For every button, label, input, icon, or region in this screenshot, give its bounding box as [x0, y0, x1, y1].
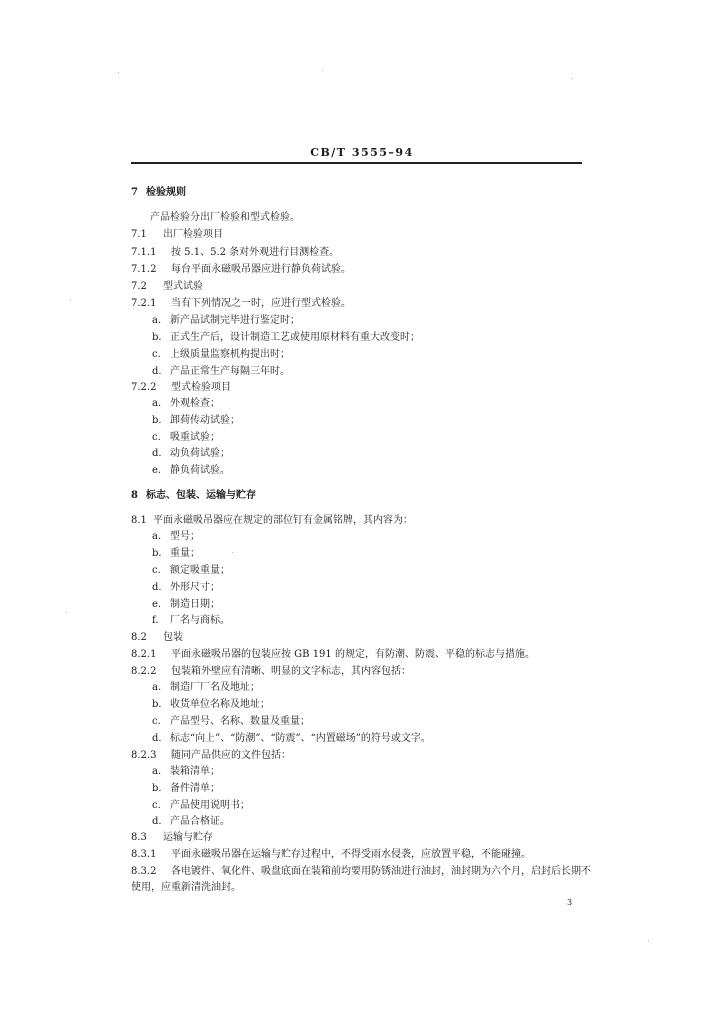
list-label: f. [152, 615, 159, 626]
scan-speck [232, 552, 233, 553]
clause-number: 8.2.3 [131, 750, 157, 761]
list-label: b. [152, 548, 162, 559]
list-label: b. [152, 699, 162, 710]
section-number: 8 [131, 490, 138, 501]
standard-code-header: CB/T 3555–94 [310, 146, 414, 159]
list-label: c. [152, 349, 161, 360]
list-item [152, 699, 270, 711]
clause-text: 当有下列情况之一时，应进行型式检验。 [171, 298, 351, 309]
list-label: a. [152, 398, 162, 409]
list-item [152, 766, 220, 778]
list-item [152, 366, 290, 378]
list-item [152, 349, 290, 361]
list-text: 收货单位名称及地址； [170, 699, 270, 710]
list-item [152, 783, 220, 795]
list-label: b. [152, 332, 162, 343]
clause-text: 按 5.1、5.2 条对外观进行目测检查。 [171, 247, 340, 258]
scan-speck [322, 70, 323, 71]
list-text: 正式生产后，设计制造工艺或使用原材料有重大改变时； [170, 332, 420, 343]
list-label: a. [152, 766, 162, 777]
list-item [152, 432, 220, 444]
list-text: 产品型号、名称、数量及重量； [170, 716, 310, 727]
clause-7-1-2 [131, 264, 351, 276]
clause-text: 随同产品供应的文件包括： [171, 750, 291, 761]
list-text: 外形尺寸； [170, 582, 220, 593]
list-label: a. [152, 531, 162, 542]
section-title: 标志、包装、运输与贮存 [145, 490, 256, 501]
clause-8-2-3 [131, 750, 291, 762]
clause-text: 包装箱外壁应有清晰、明显的文字标志，其内容包括： [171, 666, 411, 677]
clause-number: 8.3.2 [131, 866, 157, 877]
list-text: 额定吸重量； [170, 565, 230, 576]
clause-7-2-1 [131, 298, 351, 310]
list-item [152, 548, 200, 560]
clause-7-1 [131, 229, 223, 241]
clause-8-2-2 [131, 666, 411, 678]
list-item [152, 682, 260, 694]
scan-speck [66, 612, 67, 613]
clause-number: 7.2.1 [131, 298, 157, 309]
list-text: 厂名与商标。 [170, 615, 230, 626]
clause-title: 型式试验 [163, 281, 203, 292]
list-item [152, 531, 200, 543]
clause-number: 8.2 [131, 632, 147, 643]
clause-number: 7.2 [131, 281, 147, 292]
list-text: 吸重试验； [170, 432, 220, 443]
clause-number: 8.2.2 [131, 666, 157, 677]
list-item [152, 582, 220, 594]
list-text: 上级质量监察机构提出时； [170, 349, 290, 360]
section-7-heading [131, 187, 186, 199]
list-item [152, 800, 250, 812]
section-number: 7 [131, 187, 138, 198]
list-item [152, 448, 230, 460]
list-label: c. [152, 716, 161, 727]
clause-number: 8.3 [131, 832, 147, 843]
list-item [152, 816, 230, 828]
list-label: e. [152, 465, 162, 476]
clause-title: 出厂检验项目 [163, 229, 223, 240]
clause-7-2-2 [131, 382, 231, 394]
list-text: 产品合格证。 [170, 816, 230, 827]
clause-7-2 [131, 281, 203, 293]
clause-text: 平面永磁吸吊器的包装应按 GB 191 的规定，有防潮、防震、平稳的标志与措施。 [171, 649, 535, 660]
list-label: c. [152, 800, 161, 811]
clause-7-1-1 [131, 247, 339, 259]
clause-number: 7.1.1 [131, 247, 157, 258]
list-text: 制造日期； [170, 599, 220, 610]
list-text: 产品使用说明书； [170, 800, 250, 811]
header-rule [131, 162, 582, 164]
section-8-heading [131, 490, 256, 502]
list-text: 新产品试制完毕进行鉴定时； [170, 315, 300, 326]
clause-text-continued: 使用，应重新清洗油封。 [131, 882, 241, 893]
clause-text: 平面永磁吸吊器应在规定的部位钉有金属铭牌，其内容为： [153, 515, 413, 526]
scan-speck [70, 300, 71, 301]
list-item [152, 565, 230, 577]
scan-speck [571, 78, 572, 79]
clause-number: 8.3.1 [131, 849, 157, 860]
list-label: a. [152, 682, 162, 693]
list-text: 重量； [170, 548, 200, 559]
clause-title: 包装 [163, 632, 183, 643]
list-label: d. [152, 448, 162, 459]
clause-8-1 [131, 515, 413, 527]
list-item [152, 716, 310, 728]
clause-text: 平面永磁吸吊器在运输与贮存过程中，不得受雨水侵袭，应放置平稳，不能碰撞。 [171, 849, 531, 860]
clause-8-3 [131, 832, 213, 844]
clause-8-2 [131, 632, 183, 644]
list-text: 产品正常生产每隔三年时。 [170, 366, 290, 377]
list-item [152, 599, 220, 611]
list-label: b. [152, 415, 162, 426]
list-text: 型号； [170, 531, 200, 542]
list-text: 标志“向上”、“防潮”、“防震”、“内置磁场”的符号或文字。 [170, 733, 431, 744]
list-item [152, 733, 431, 745]
clause-number: 7.2.2 [131, 382, 157, 393]
clause-text: 各电镀件、氧化件、吸盘底面在装箱前均要用防锈油进行油封，油封期为六个月，启封后长期不 [171, 866, 591, 877]
list-label: d. [152, 733, 162, 744]
list-item [152, 315, 300, 327]
clause-title: 运输与贮存 [163, 832, 213, 843]
list-text: 备件清单； [170, 783, 220, 794]
list-label: d. [152, 816, 162, 827]
clause-text: 型式检验项目 [171, 382, 231, 393]
clause-number: 8.1 [131, 515, 147, 526]
list-label: c. [152, 432, 161, 443]
list-item [152, 332, 420, 344]
clause-number: 7.1 [131, 229, 147, 240]
list-item [152, 615, 230, 627]
list-text: 卸荷传动试验； [170, 415, 240, 426]
list-item [152, 398, 220, 410]
list-label: d. [152, 366, 162, 377]
list-label: c. [152, 565, 161, 576]
list-text: 外观检查； [170, 398, 220, 409]
paragraph: 产品检验分出厂检验和型式检验。 [150, 212, 300, 223]
list-text: 动负荷试验； [170, 448, 230, 459]
clause-text: 每台平面永磁吸吊器应进行静负荷试验。 [171, 264, 351, 275]
scan-speck [648, 940, 649, 941]
clause-8-3-2 [131, 866, 591, 878]
list-item [152, 415, 240, 427]
list-item [152, 465, 230, 477]
clause-8-3-1 [131, 849, 531, 861]
clause-number: 7.1.2 [131, 264, 157, 275]
clause-8-2-1 [131, 649, 535, 661]
list-text: 装箱清单； [170, 766, 220, 777]
list-text: 制造厂厂名及地址； [170, 682, 260, 693]
list-label: a. [152, 315, 162, 326]
list-label: d. [152, 582, 162, 593]
section-title: 检验规则 [145, 187, 186, 198]
scan-speck [118, 72, 119, 73]
list-label: e. [152, 599, 162, 610]
list-text: 静负荷试验。 [170, 465, 230, 476]
list-label: b. [152, 783, 162, 794]
page-number: 3 [567, 898, 573, 907]
clause-number: 8.2.1 [131, 649, 157, 660]
